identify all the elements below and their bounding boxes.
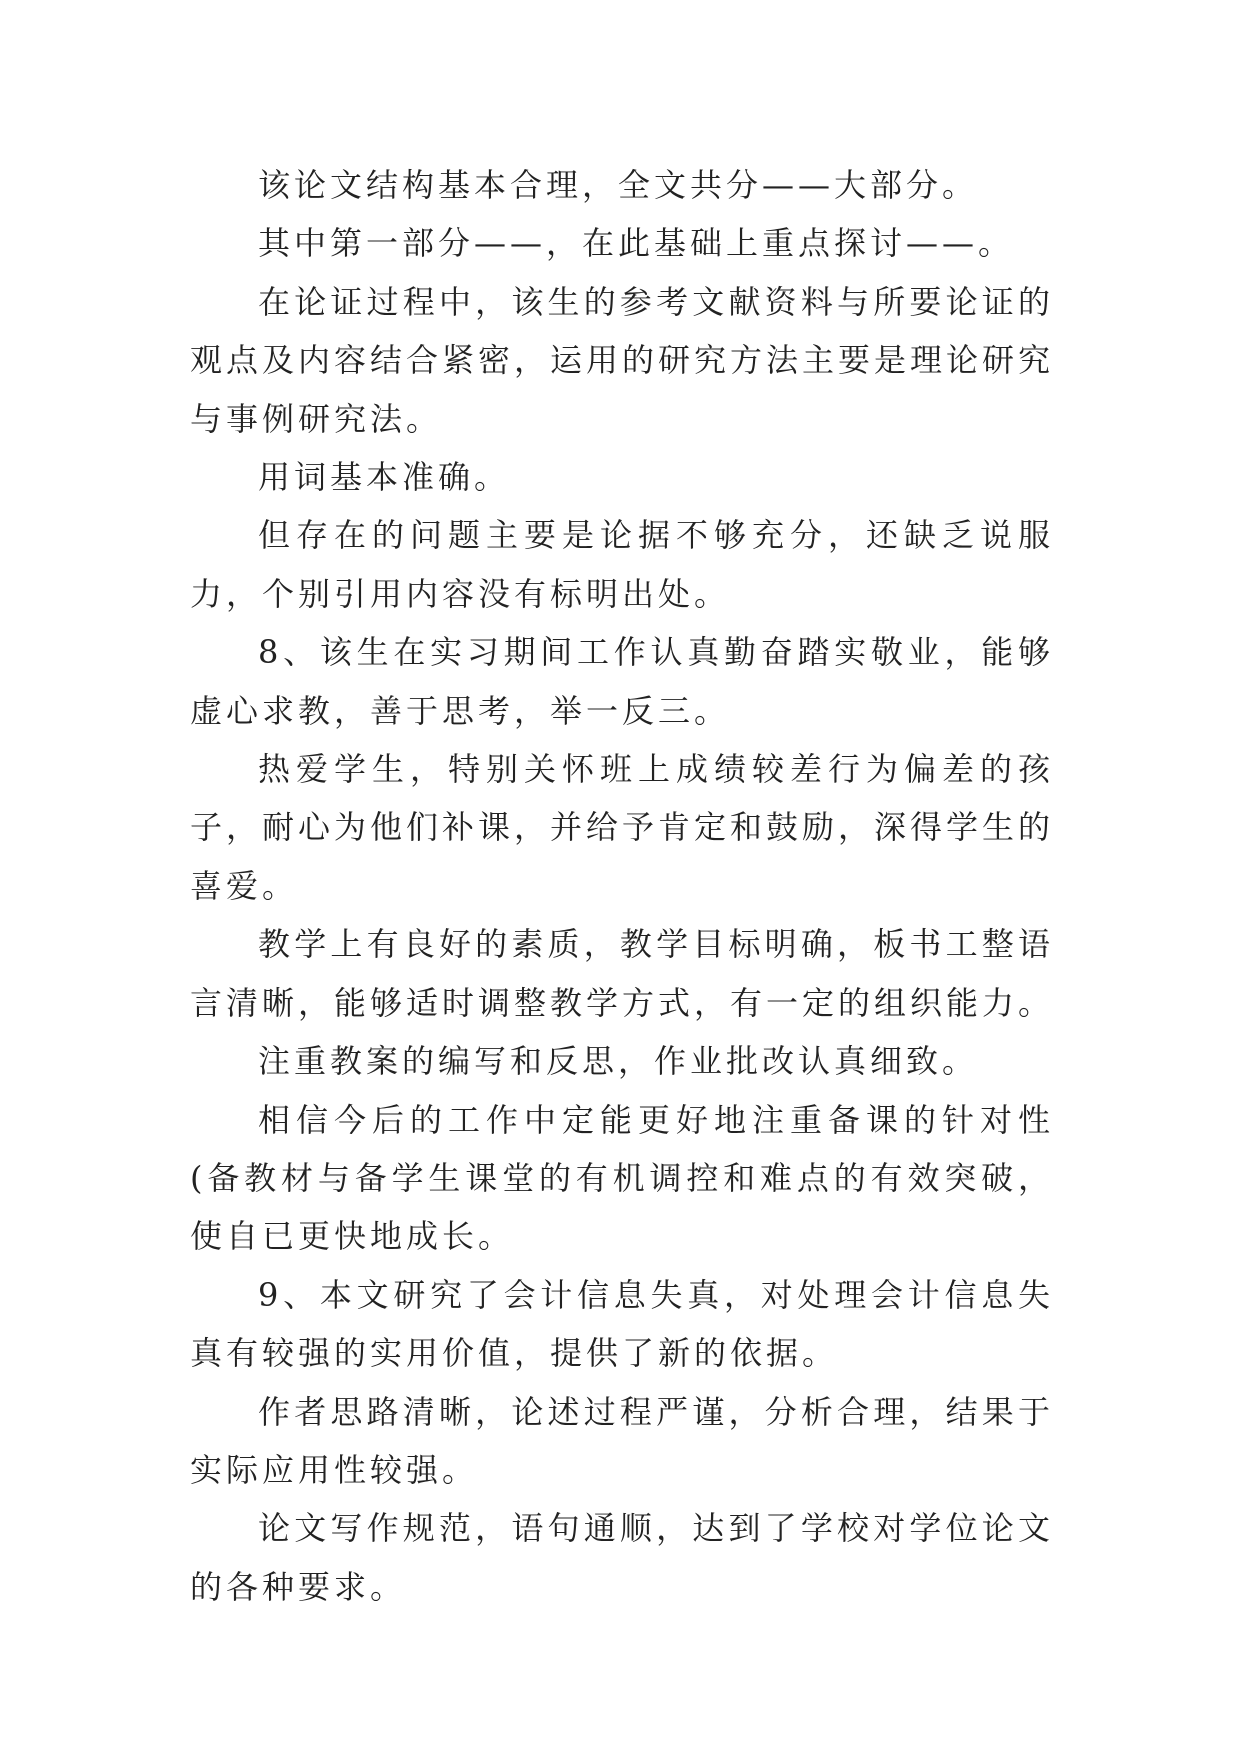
paragraph-11: 9、本文研究了会计信息失真，对处理会计信息失真有较强的实用价值，提供了新的依据。 xyxy=(190,1275,1054,1373)
paragraph-10: 相信今后的工作中定能更好地注重备课的针对性(备教材与备学生课堂的有机调控和难点的有效突破，使自已更快地成长。 xyxy=(190,1100,1054,1256)
paragraph-8: 教学上有良好的素质，教学目标明确，板书工整语言清晰，能够适时调整教学方式，有一定的组织能力。 xyxy=(190,925,1055,1022)
document-body xyxy=(190,156,1054,1616)
paragraph-4: 用词基本准确。 xyxy=(258,458,511,497)
paragraph-5: 但存在的问题主要是论据不够充分，还缺乏说服力，个别引用内容没有标明出处。 xyxy=(190,516,1054,613)
paragraph-12: 作者思路清晰，论述过程严谨，分析合理，结果于实际应用性较强。 xyxy=(190,1392,1054,1489)
paragraph-2: 其中第一部分——，在此基础上重点探讨——。 xyxy=(258,224,1015,263)
paragraph-6: 8、该生在实习期间工作认真勤奋踏实敬业，能够虚心求教，善于思考，举一反三。 xyxy=(190,633,1054,730)
paragraph-7: 热爱学生，特别关怀班上成绩较差行为偏差的孩子，耐心为他们补课，并给予肯定和鼓励，深得学生的喜爱。 xyxy=(190,750,1055,905)
paragraph-9: 注重教案的编写和反思，作业批改认真细致。 xyxy=(258,1042,979,1081)
paragraph-3: 在论证过程中，该生的参考文献资料与所要论证的观点及内容结合紧密，运用的研究方法主要是理论研究与事例研究法。 xyxy=(190,282,1055,438)
paragraph-1: 该论文结构基本合理，全文共分——大部分。 xyxy=(258,166,979,204)
paragraph-13: 论文写作规范，语句通顺，达到了学校对学位论文的各种要求。 xyxy=(190,1509,1054,1606)
